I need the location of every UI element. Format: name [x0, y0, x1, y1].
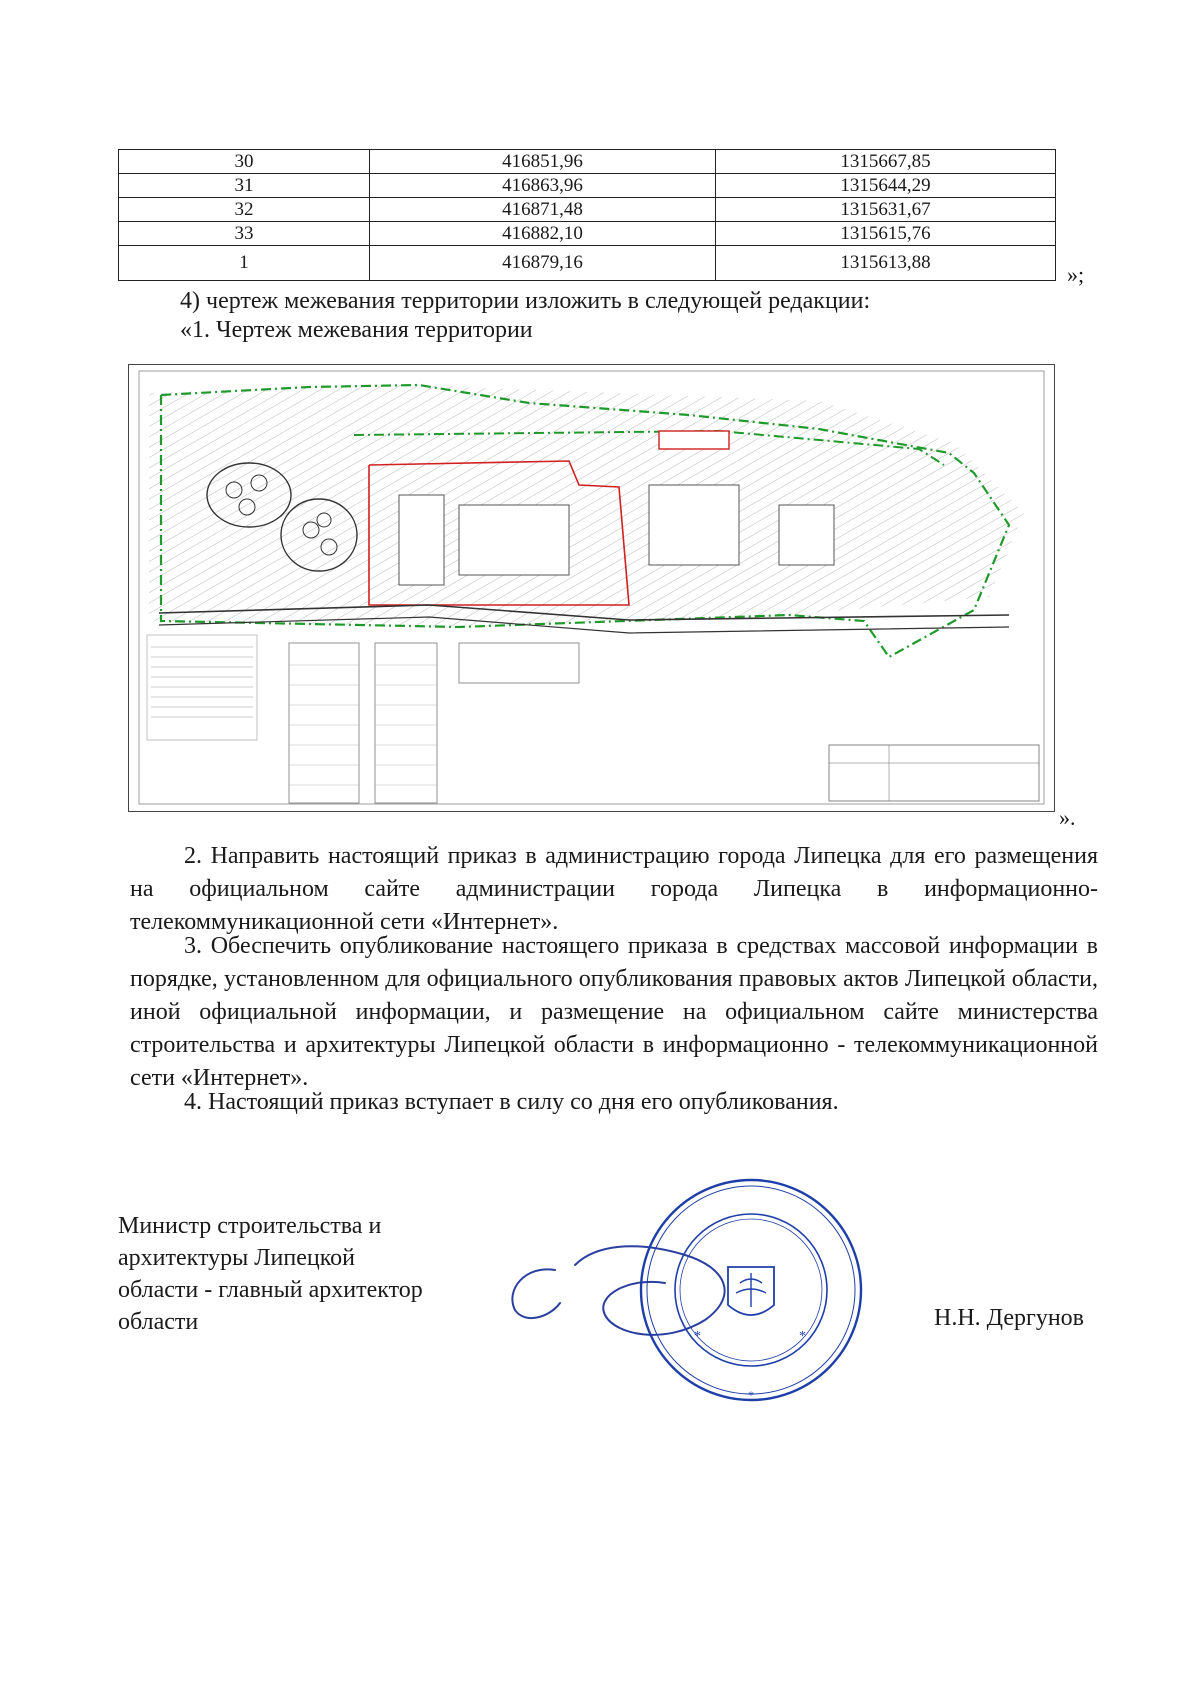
cell-point: 1	[119, 246, 370, 281]
cell-y: 1315615,76	[716, 222, 1056, 246]
paragraph-4: 4. Настоящий приказ вступает в силу со дня его опубликования.	[184, 1089, 839, 1115]
cell-y: 1315613,88	[716, 246, 1056, 281]
table-row	[119, 222, 1056, 246]
paragraph-3: 3. Обеспечить опубликование настоящего приказа в средствах массовой информации в порядке, установленном для официального опубликования правовых актов Липецкой области, иной официальной информации, и размещение на официальном сайте министерства строительства и архитектуры Липецкой области в информационно - телекоммуникационной сети «Интернет».	[130, 933, 1098, 1091]
cell-x: 416851,96	[370, 150, 716, 174]
svg-text:*: *	[799, 1329, 806, 1344]
signer-name: Н.Н. Дергунов	[934, 1305, 1084, 1331]
cell-point: 30	[119, 150, 370, 174]
svg-text:*: *	[748, 1388, 754, 1402]
paragraph-2: 2. Направить настоящий приказ в администрацию города Липецка для его размещения на официальном сайте администрации города Липецка в информационно-телекоммуникационной сети «Интернет».	[130, 843, 1098, 935]
cell-point: 32	[119, 198, 370, 222]
cell-x: 416863,96	[370, 174, 716, 198]
drawing-heading: «1. Чертеж межевания территории	[180, 317, 533, 343]
cell-y: 1315667,85	[716, 150, 1056, 174]
table-closing-quote: »;	[1067, 262, 1085, 287]
cell-y: 1315631,67	[716, 198, 1056, 222]
surveying-drawing-graphic	[129, 365, 1054, 811]
cell-x: 416871,48	[370, 198, 716, 222]
surveying-drawing	[128, 364, 1055, 812]
table-row	[119, 150, 1056, 174]
table-row	[119, 198, 1056, 222]
coordinates-table	[118, 149, 1056, 281]
table-row	[119, 246, 1056, 281]
official-seal	[636, 1175, 866, 1405]
cell-x: 416879,16	[370, 246, 716, 281]
drawing-closing-quote: ».	[1059, 805, 1076, 830]
table-row	[119, 174, 1056, 198]
signer-title: Министр строительства и архитектуры Липецкой области - главный архитектор области	[118, 1213, 423, 1335]
cell-x: 416882,10	[370, 222, 716, 246]
cell-point: 31	[119, 174, 370, 198]
item-4-text: 4) чертеж межевания территории изложить в следующей редакции:	[180, 288, 871, 314]
svg-text:*: *	[694, 1329, 701, 1344]
cell-point: 33	[119, 222, 370, 246]
cell-y: 1315644,29	[716, 174, 1056, 198]
